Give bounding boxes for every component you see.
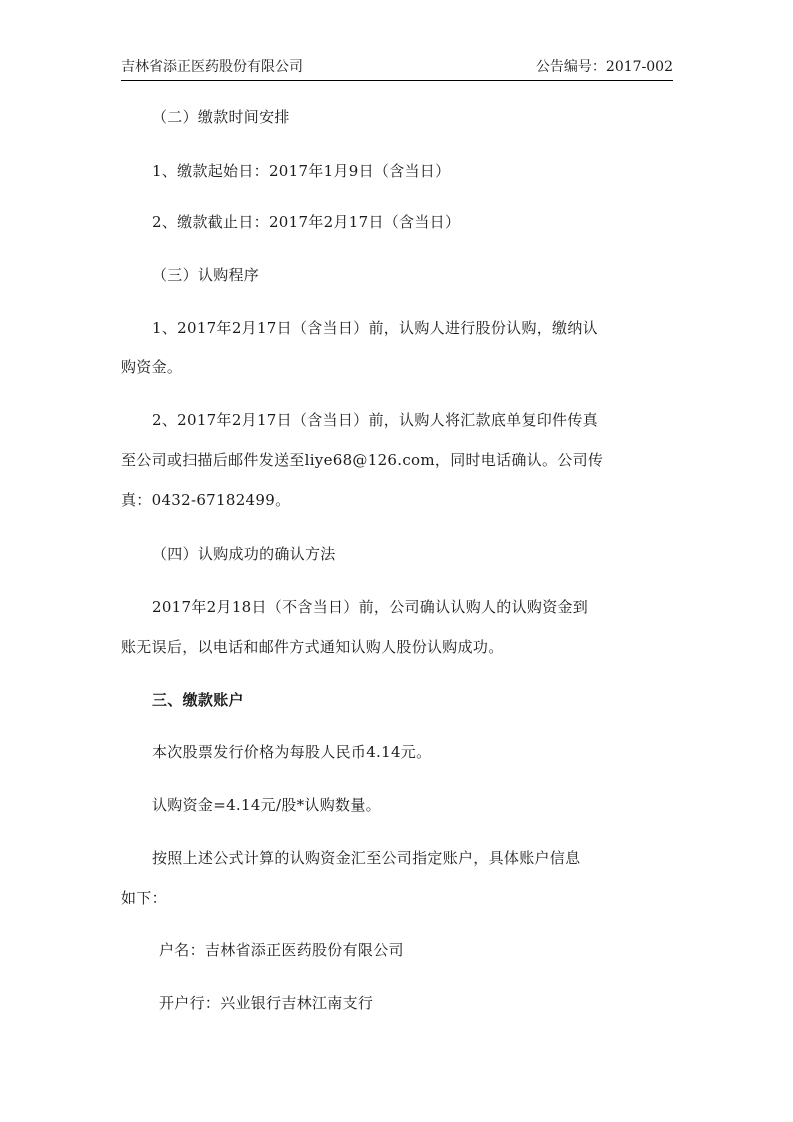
procedure-2-line-3: 真：0432-67182499。 [121,491,291,509]
confirm-heading: （四）认购成功的确认方法 [152,545,336,563]
header-company-name: 吉林省添正医药股份有限公司 [121,59,303,75]
confirm-line-2: 账无误后，以电话和邮件方式通知认购人股份认购成功。 [121,638,504,656]
procedure-2-line-2: 至公司或扫描后邮件发送至liye68@126.com，同时电话确认。公司传 [121,451,604,469]
price-text: 本次股票发行价格为每股人民币4.14元。 [152,743,432,761]
transfer-line-2: 如下： [121,889,167,907]
procedure-1-line-2: 购资金。 [121,358,183,376]
procedure-1-line-1: 1、2017年2月17日（含当日）前，认购人进行股份认购，缴纳认 [152,319,598,337]
procedure-2-line-1: 2、2017年2月17日（含当日）前，认购人将汇款底单复印件传真 [152,411,598,429]
account-section-heading: 三、缴款账户 [152,691,244,709]
confirm-line-1: 2017年2月18日（不含当日）前，公司确认认购人的认购资金到 [152,598,589,616]
page-header [121,56,673,81]
procedure-heading: （三）认购程序 [152,266,260,284]
payment-end-date: 2、缴款截止日：2017年2月17日（含当日） [152,213,461,231]
payment-start-date: 1、缴款起始日：2017年1月9日（含当日） [152,162,451,180]
bank-name: 开户行：兴业银行吉林江南支行 [159,994,374,1012]
header-announcement-number: 公告编号：2017-002 [535,59,673,75]
account-name: 户名：吉林省添正医药股份有限公司 [159,941,404,959]
formula-text: 认购资金=4.14元/股*认购数量。 [152,796,381,814]
payment-schedule-heading: （二）缴款时间安排 [152,108,290,126]
transfer-line-1: 按照上述公式计算的认购资金汇至公司指定账户，具体账户信息 [152,849,581,867]
